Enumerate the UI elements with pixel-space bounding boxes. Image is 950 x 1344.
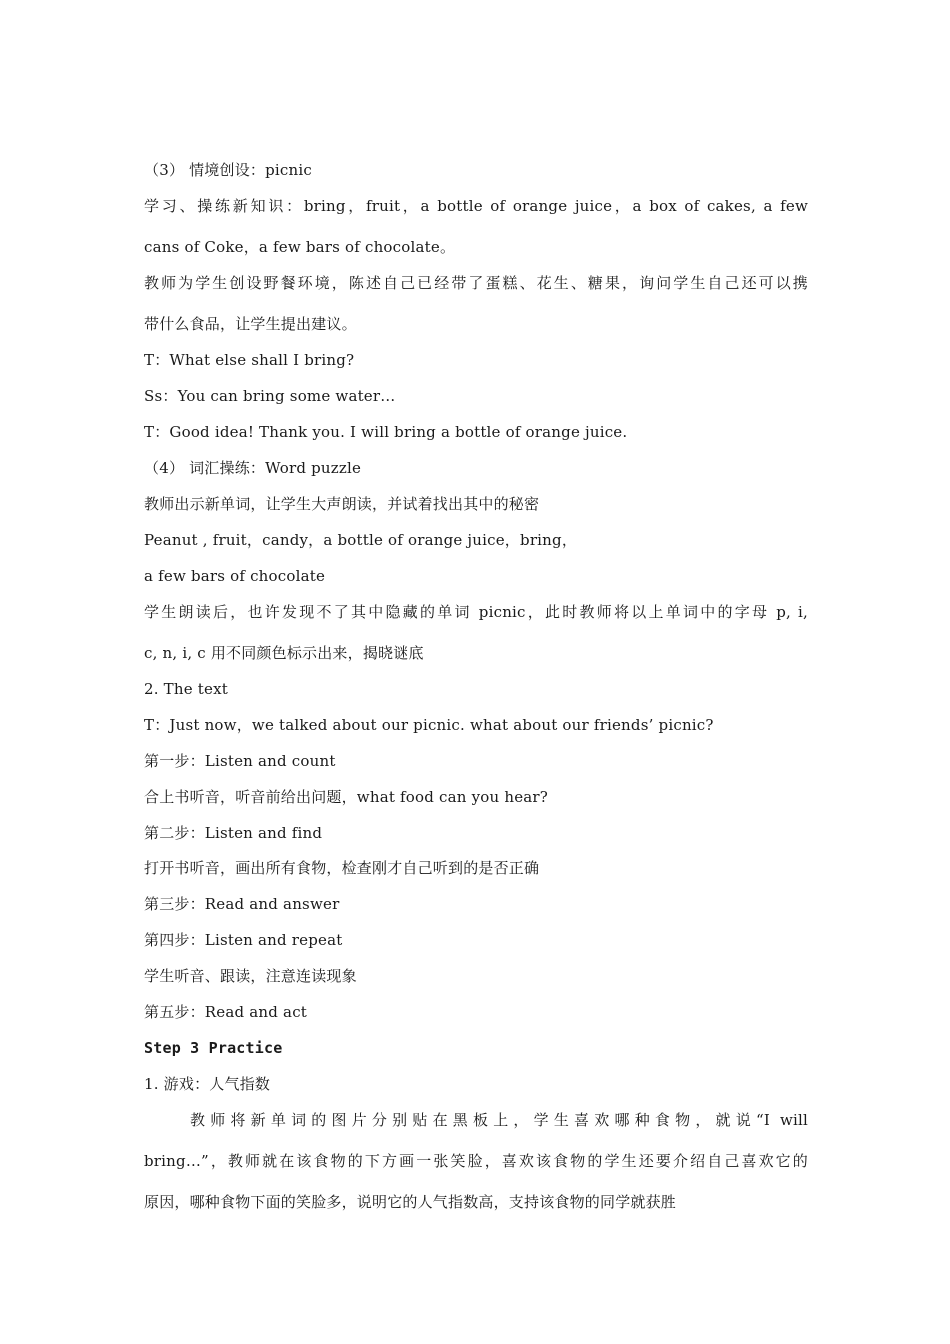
text-line: 合上书听音，听音前给出问题，what food can you hear? xyxy=(144,788,549,806)
step-heading: 第四步：Listen and repeat xyxy=(144,931,343,949)
text-line: 教师为学生创设野餐环境，陈述自己已经带了蛋糕、花生、糖果，询问学生自己还可以携 xyxy=(144,274,808,292)
section-heading: 1. 游戏：人气指数 xyxy=(144,1075,271,1093)
text-line: T：What else shall I bring? xyxy=(144,351,355,369)
text-line: T：Just now，we talked about our picnic. what about our friends’ picnic? xyxy=(144,716,714,734)
text-line: 学习、操练新知识：bring，fruit，a bottle of orange juice，a box of cakes, a few xyxy=(144,197,808,215)
section-heading: 2. The text xyxy=(144,680,228,698)
text-line: bring…”，教师就在该食物的下方画一张笑脸，喜欢该食物的学生还要介绍自己喜欢它的 xyxy=(144,1152,808,1170)
step-heading: 第五步：Read and act xyxy=(144,1003,308,1021)
text-line: Peanut , fruit，candy，a bottle of orange juice，bring， xyxy=(144,531,578,549)
section-heading: Step 3 Practice xyxy=(144,1039,283,1057)
text-line: 教师出示新单词，让学生大声朗读，并试着找出其中的秘密 xyxy=(144,495,540,513)
step-heading: 第二步：Listen and find xyxy=(144,824,323,842)
text-line: 学生朗读后，也许发现不了其中隐藏的单词 picnic，此时教师将以上单词中的字母 p, i, xyxy=(144,603,808,621)
text-line: （4） 词汇操练：Word puzzle xyxy=(144,459,362,477)
text-line: cans of Coke，a few bars of chocolate。 xyxy=(144,238,456,256)
text-line: Ss：You can bring some water… xyxy=(144,387,396,405)
text-line: （3） 情境创设：picnic xyxy=(144,161,312,179)
text-line: 带什么食品，让学生提出建议。 xyxy=(144,315,357,333)
text-line: 教师将新单词的图片分别贴在黑板上，学生喜欢哪种食物，就说“I will xyxy=(190,1111,808,1129)
step-heading: 第三步：Read and answer xyxy=(144,895,340,913)
text-line: T：Good idea! Thank you. I will bring a bottle of orange juice. xyxy=(144,423,628,441)
text-line: 原因，哪种食物下面的笑脸多，说明它的人气指数高，支持该食物的同学就获胜 xyxy=(144,1193,677,1211)
step-heading: 第一步：Listen and count xyxy=(144,752,336,770)
text-line: a few bars of chocolate xyxy=(144,567,326,585)
text-line: c, n, i, c 用不同颜色标示出来，揭晓谜底 xyxy=(144,644,424,662)
text-line: 学生听音、跟读，注意连读现象 xyxy=(144,967,357,985)
text-line: 打开书听音，画出所有食物，检查刚才自己听到的是否正确 xyxy=(144,859,540,877)
